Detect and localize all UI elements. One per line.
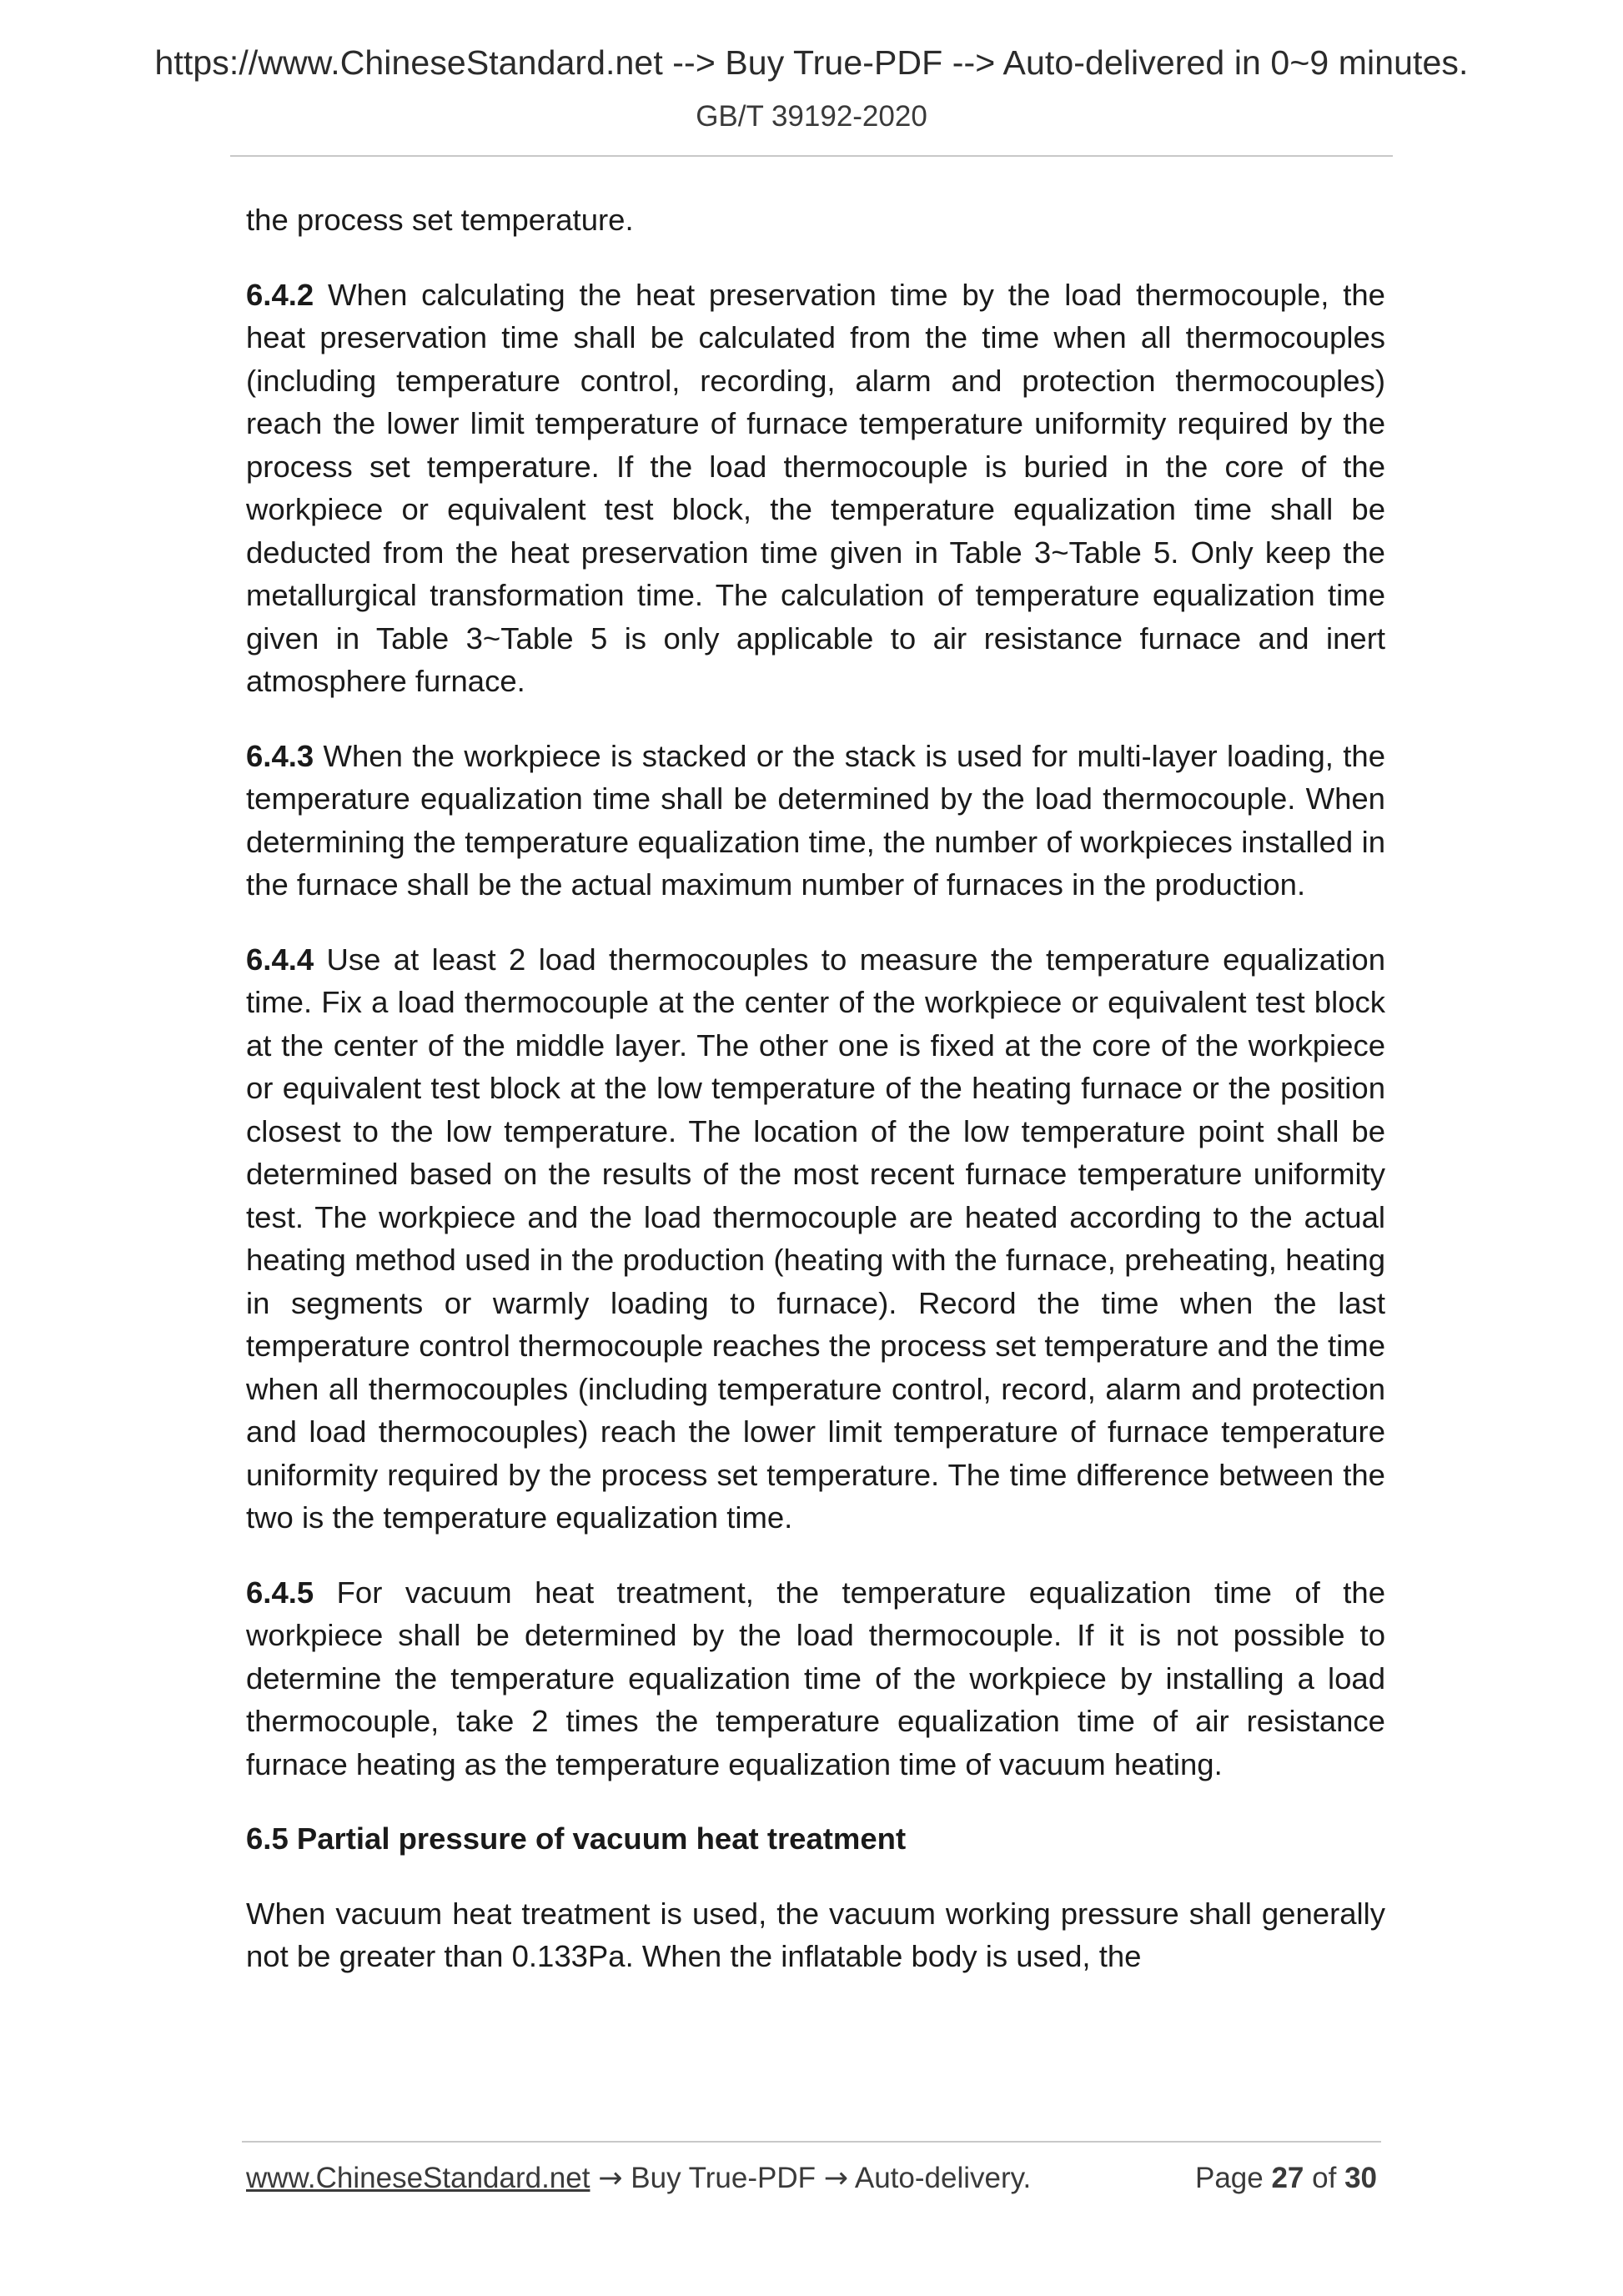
clause-text: Use at least 2 load thermocouples to measure the temperature equalization time. Fix a load thermocouple at the center of the workpiece or equivalent test block at the center of the middle layer. The other one is fixed at the core of the workpiece or equivalent test block at the low temperature of the heating furnace or the position closest to the low temperature. The location of the low temperature point shall be determined based on the results of the most recent furnace temperature uniformity test. The workpiece and the load thermocouple are heated according to the actual heating method used in the production (heating with the furnace, preheating, heating in segments or warmly loading to furnace). Record the time when the last temperature control thermocouple reaches the process set temperature and the time when all thermocouples (including temperature control, record, alarm and protection and load thermocouples) reach the lower limit temperature of furnace temperature uniformity required by the process set temperature. The time difference between the two is the temperature equalization time. — [246, 942, 1385, 1535]
clause-number: 6.4.4 — [246, 942, 314, 977]
footer-buy-text: Buy True-PDF — [631, 2162, 816, 2194]
document-body — [246, 198, 1385, 2010]
clause-6-4-2 — [246, 274, 1385, 703]
arrow-right-icon: → — [598, 2162, 623, 2195]
clause-text: When the workpiece is stacked or the stack is used for multi-layer loading, the temperature equalization time shall be determined by the load thermocouple. When determining the temperature equalization time, the number of workpieces installed in the furnace shall be the actual maximum number of furnaces in the production. — [246, 738, 1385, 902]
arrow-right-icon: → — [823, 2162, 849, 2195]
footer-divider — [242, 2141, 1381, 2143]
page-indicator — [1195, 2162, 1377, 2195]
footer-delivery-text: Auto-delivery. — [854, 2162, 1032, 2194]
header-divider — [230, 155, 1393, 157]
footer-site-link[interactable]: www.ChineseStandard.net — [246, 2162, 590, 2194]
clause-number: 6.4.5 — [246, 1575, 314, 1610]
page-total: 30 — [1344, 2162, 1377, 2194]
footer-links — [246, 2162, 1031, 2195]
clause-6-4-5 — [246, 1571, 1385, 1786]
top-banner[interactable]: https://www.ChineseStandard.net --> Buy True-PDF --> Auto-delivered in 0~9 minutes. — [154, 43, 1469, 82]
clause-6-4-4 — [246, 938, 1385, 1540]
section-heading-6-5: 6.5 Partial pressure of vacuum heat treatment — [246, 1821, 907, 1856]
clause-6-4-3 — [246, 735, 1385, 907]
page-label: Page — [1194, 2162, 1264, 2194]
continued-paragraph: the process set temperature. — [246, 203, 634, 237]
page-current: 27 — [1271, 2162, 1304, 2194]
clause-text: For vacuum heat treatment, the temperature equalization time of the workpiece shall be determined by the load thermocouple. If it is not possible to determine the temperature equalization time of the workpiece by installing a load thermocouple, take 2 times the temperature equalization time of air resistance furnace heating as the temperature equalization time of vacuum heating. — [246, 1575, 1385, 1781]
page-of-label: of — [1312, 2162, 1337, 2194]
section-6-5-paragraph: When vacuum heat treatment is used, the vacuum working pressure shall generally not be greater than 0.133Pa. When the inflatable body is used, the — [246, 1896, 1385, 1973]
clause-number: 6.4.2 — [246, 277, 314, 312]
standard-number: GB/T 39192-2020 — [696, 100, 927, 133]
clause-number: 6.4.3 — [246, 738, 314, 773]
clause-text: When calculating the heat preservation time by the load thermocouple, the heat preservation time shall be calculated from the time when all thermocouples (including temperature control, recording, alarm and protection thermocouples) reach the lower limit temperature of furnace temperature uniformity required by the process set temperature. If the load thermocouple is buried in the core of the workpiece or equivalent test block, the temperature equalization time shall be deducted from the heat preservation time given in Table 3~Table 5. Only keep the metallurgical transformation time. The calculation of temperature equalization time given in Table 3~Table 5 is only applicable to air resistance furnace and inert atmosphere furnace. — [246, 277, 1385, 698]
